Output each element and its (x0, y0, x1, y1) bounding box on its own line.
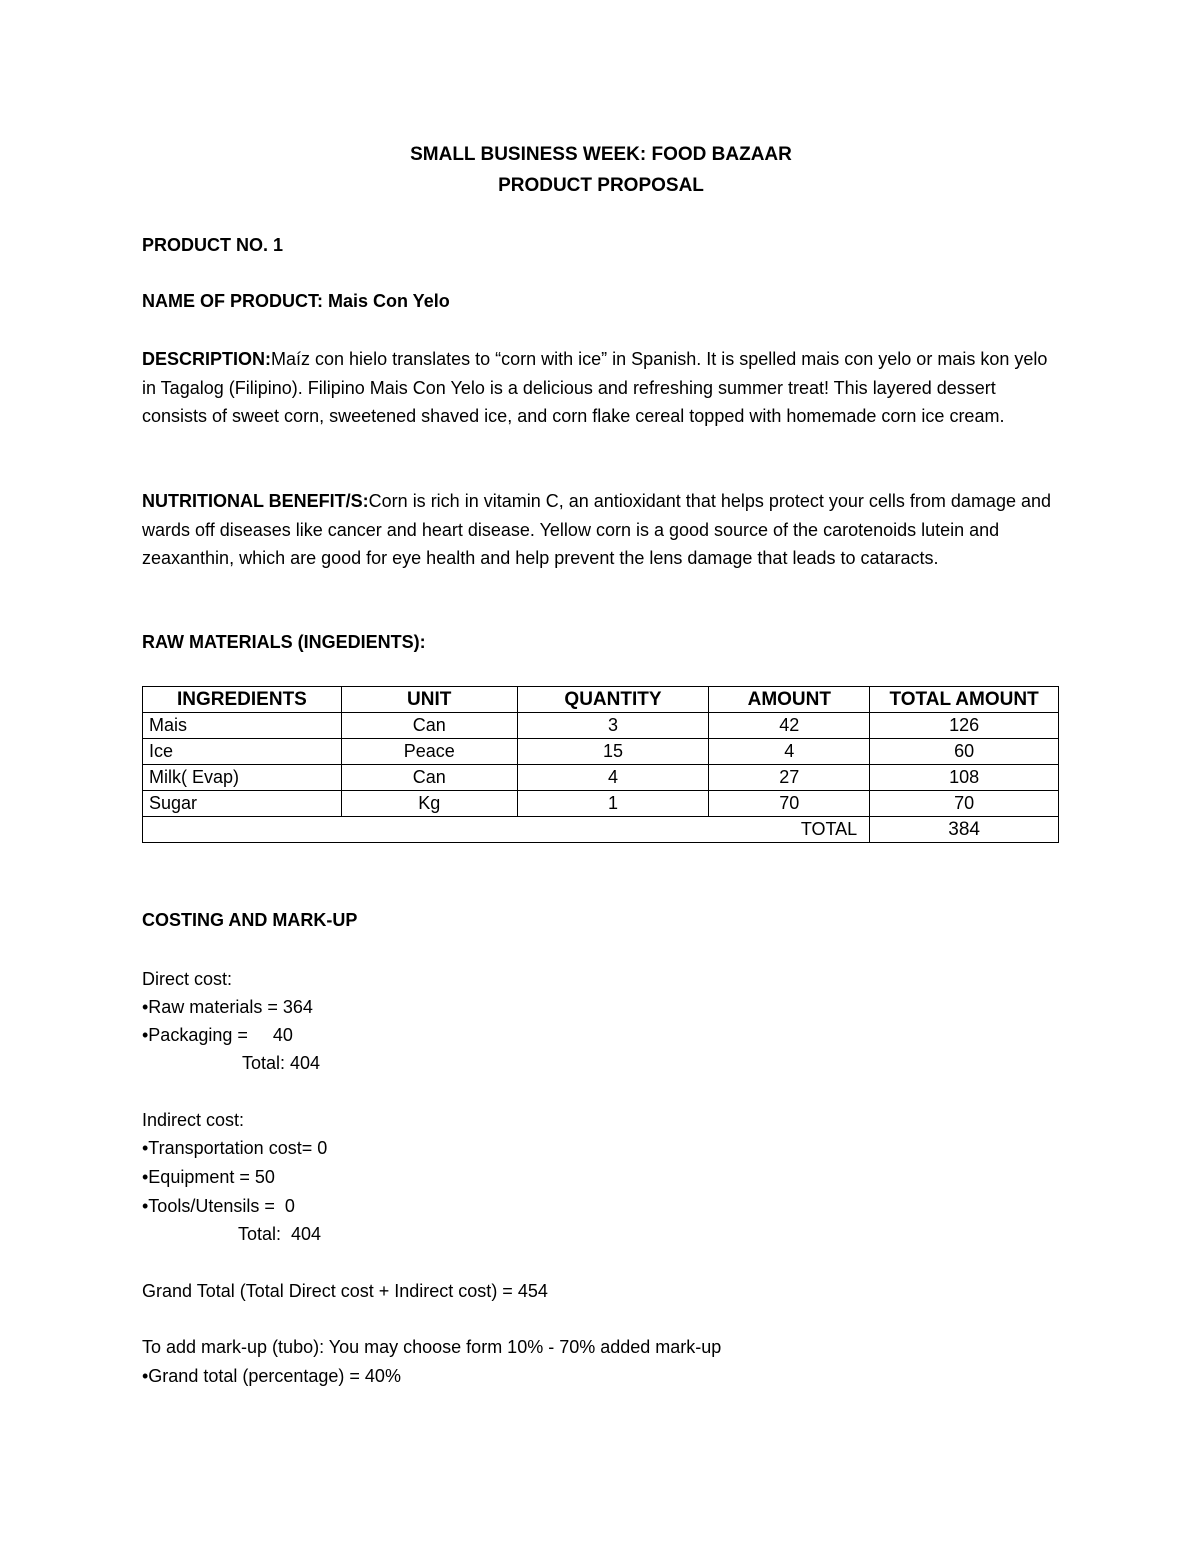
indirect-cost-item: •Tools/Utensils = 0 (142, 1196, 295, 1216)
grand-total-line: Grand Total (Total Direct cost + Indirect cost) = 454 (142, 1281, 548, 1301)
table-cell: Milk( Evap) (143, 765, 342, 791)
document-subtitle: PRODUCT PROPOSAL (498, 175, 704, 196)
direct-cost-total: Total: 404 (242, 1053, 321, 1073)
table-cell: 4 (709, 739, 870, 765)
table-header-cell: QUANTITY (517, 687, 709, 713)
table-cell: Mais (143, 713, 342, 739)
description-paragraph (142, 345, 1060, 431)
table-header-cell: TOTAL AMOUNT (870, 687, 1059, 713)
indirect-cost-label: Indirect cost: (142, 1110, 245, 1130)
product-name-line (142, 291, 450, 312)
table-cell: 15 (517, 739, 709, 765)
table-cell: 42 (709, 713, 870, 739)
costing-heading: COSTING AND MARK-UP (142, 910, 358, 930)
description-label: DESCRIPTION: (142, 349, 272, 369)
product-name-label: NAME OF PRODUCT: (142, 291, 328, 311)
indirect-cost-total: Total: 404 (238, 1224, 322, 1244)
table-cell: Ice (143, 739, 342, 765)
direct-cost-item: •Packaging = 40 (142, 1025, 293, 1045)
table-header-cell: AMOUNT (709, 687, 870, 713)
table-cell: 3 (517, 713, 709, 739)
direct-cost-label: Direct cost: (142, 969, 233, 989)
table-header-cell: UNIT (341, 687, 517, 713)
table-cell: 108 (870, 765, 1059, 791)
indirect-cost-item: •Equipment = 50 (142, 1167, 275, 1187)
table-row (143, 739, 1059, 765)
markup-line: To add mark-up (tubo): You may choose form 10% - 70% added mark-up (142, 1337, 722, 1357)
document-title: SMALL BUSINESS WEEK: FOOD BAZAAR (410, 144, 792, 165)
table-cell: Can (341, 765, 517, 791)
table-row (143, 713, 1059, 739)
table-total-label: TOTAL (143, 817, 870, 843)
table-total-row (143, 817, 1059, 843)
table-cell: 60 (870, 739, 1059, 765)
table-cell: 4 (517, 765, 709, 791)
nutrition-label: NUTRITIONAL BENEFIT/S: (142, 491, 369, 511)
direct-cost-item: •Raw materials = 364 (142, 997, 313, 1017)
table-header-row (143, 687, 1059, 713)
table-cell: 1 (517, 791, 709, 817)
table-cell: Can (341, 713, 517, 739)
description-text: Maíz con hielo translates to “corn with ice” in Spanish. It is spelled mais con yelo or mais kon yelo in Tagalog (Filipino). Filipino Mais Con Yelo is a delicious and refreshing summer treat! This layered dessert consists of sweet corn, sweetened shaved ice, and corn flake cereal topped with homemade corn ice cream. (142, 349, 1048, 427)
product-name-value: Mais Con Yelo (328, 291, 450, 311)
raw-materials-heading: RAW MATERIALS (INGEDIENTS): (142, 632, 426, 652)
table-cell: 70 (709, 791, 870, 817)
nutrition-text: Corn is rich in vitamin C, an antioxidant that helps protect your cells from damage and wards off diseases like cancer and heart disease. Yellow corn is a good source of the carotenoids lutein and zeaxanthin, which are good for eye health and help prevent the lens damage that leads to cataracts. (142, 491, 1052, 569)
nutrition-paragraph (142, 487, 1060, 573)
table-row (143, 765, 1059, 791)
table-cell: 70 (870, 791, 1059, 817)
table-cell: Kg (341, 791, 517, 817)
product-number: PRODUCT NO. 1 (142, 235, 284, 255)
markup-percent-line: •Grand total (percentage) = 40% (142, 1366, 401, 1386)
table-cell: 126 (870, 713, 1059, 739)
indirect-cost-item: •Transportation cost= 0 (142, 1138, 328, 1158)
table-total-value: 384 (870, 817, 1059, 843)
ingredients-table (142, 686, 1059, 843)
table-cell: Peace (341, 739, 517, 765)
table-cell: 27 (709, 765, 870, 791)
table-cell: Sugar (143, 791, 342, 817)
table-row (143, 791, 1059, 817)
table-header-cell: INGREDIENTS (143, 687, 342, 713)
